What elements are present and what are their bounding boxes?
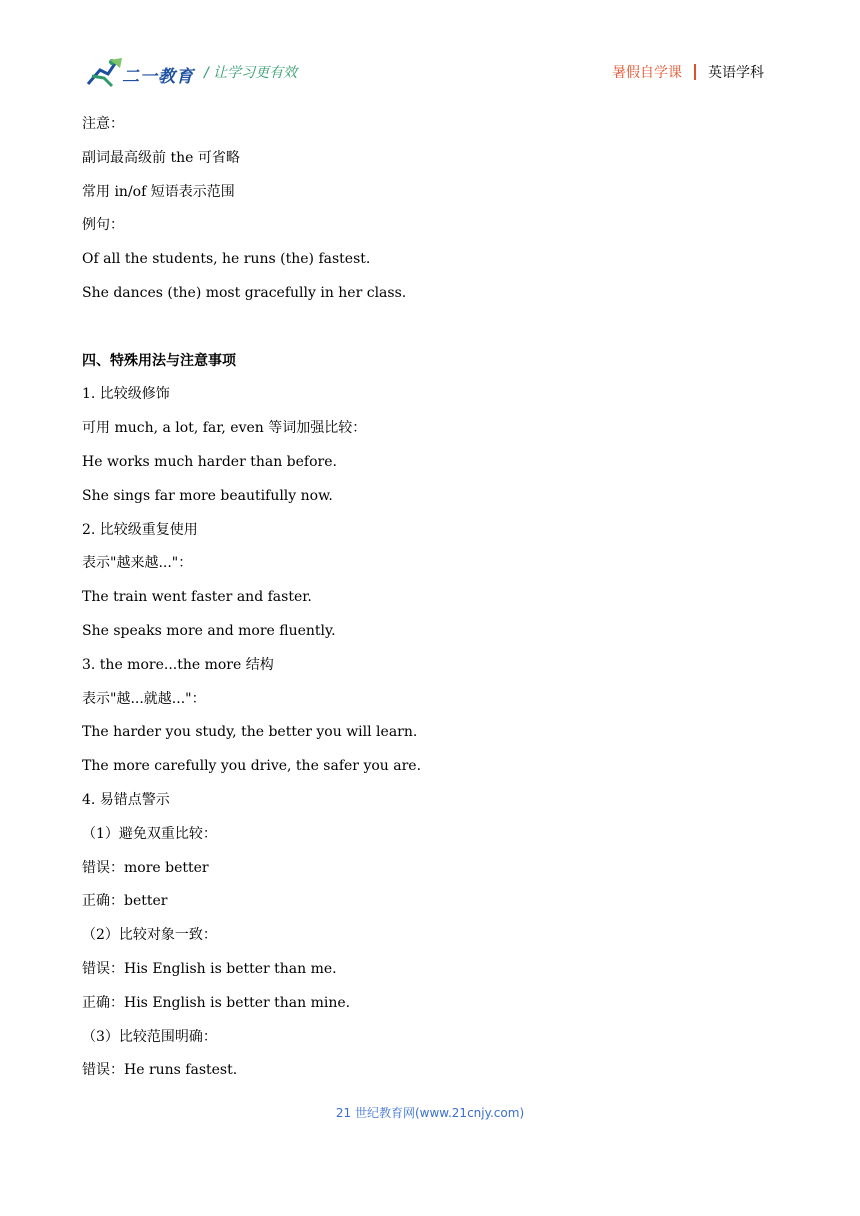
page-header <box>0 0 860 100</box>
text-line: 常用 in/of 短语表示范围 <box>82 183 235 200</box>
header-course-info <box>612 62 764 82</box>
text-line: She sings far more beautifully now. <box>82 487 333 504</box>
text-line: 正确：better <box>82 893 168 910</box>
text-line: She dances (the) most gracefully in her class. <box>82 284 407 301</box>
text-line: 错误：His English is better than me. <box>82 960 337 977</box>
text-line: 例句： <box>82 217 124 234</box>
section-heading: 四、特殊用法与注意事项 <box>82 352 236 369</box>
course-label: 暑假自学课 <box>612 65 682 81</box>
text-line: 3. the more...the more 结构 <box>82 656 274 673</box>
text-line: 可用 much, a lot, far, even 等词加强比较： <box>82 420 367 437</box>
text-line: The train went faster and faster. <box>82 589 312 606</box>
page-footer: 21 世纪教育网(www.21cnjy.com) <box>335 1106 525 1120</box>
text-line: Of all the students, he runs (the) fastest. <box>82 251 371 268</box>
slogan: / 让学习更有效 <box>204 65 298 81</box>
text-line: （1）避免双重比较： <box>82 825 217 842</box>
text-line: She speaks more and more fluently. <box>82 622 336 639</box>
text-line: 1. 比较级修饰 <box>82 386 170 403</box>
text-line: He works much harder than before. <box>82 453 337 470</box>
text-line: The harder you study, the better you will learn. <box>82 724 418 741</box>
spacer <box>82 311 772 345</box>
header-divider <box>694 64 696 80</box>
subject-label: 英语学科 <box>708 65 764 81</box>
document-body <box>82 108 772 1088</box>
text-line: 4. 易错点警示 <box>82 791 170 808</box>
text-line: 副词最高级前 the 可省略 <box>82 149 240 166</box>
text-line: （2）比较对象一致： <box>82 927 217 944</box>
text-line: 注意： <box>82 116 124 132</box>
text-line: 错误：He runs fastest. <box>82 1062 238 1079</box>
text-line: The more carefully you drive, the safer you are. <box>82 758 422 775</box>
text-line: （3）比较范围明确： <box>82 1028 217 1045</box>
text-line: 表示"越...就越..."： <box>82 690 206 707</box>
text-line: 表示"越来越..."： <box>82 555 193 572</box>
text-line: 正确：His English is better than mine. <box>82 994 351 1011</box>
logo-text: 二一教育 <box>122 67 194 87</box>
text-line: 2. 比较级重复使用 <box>82 521 198 538</box>
text-line: 错误：more better <box>82 859 209 876</box>
